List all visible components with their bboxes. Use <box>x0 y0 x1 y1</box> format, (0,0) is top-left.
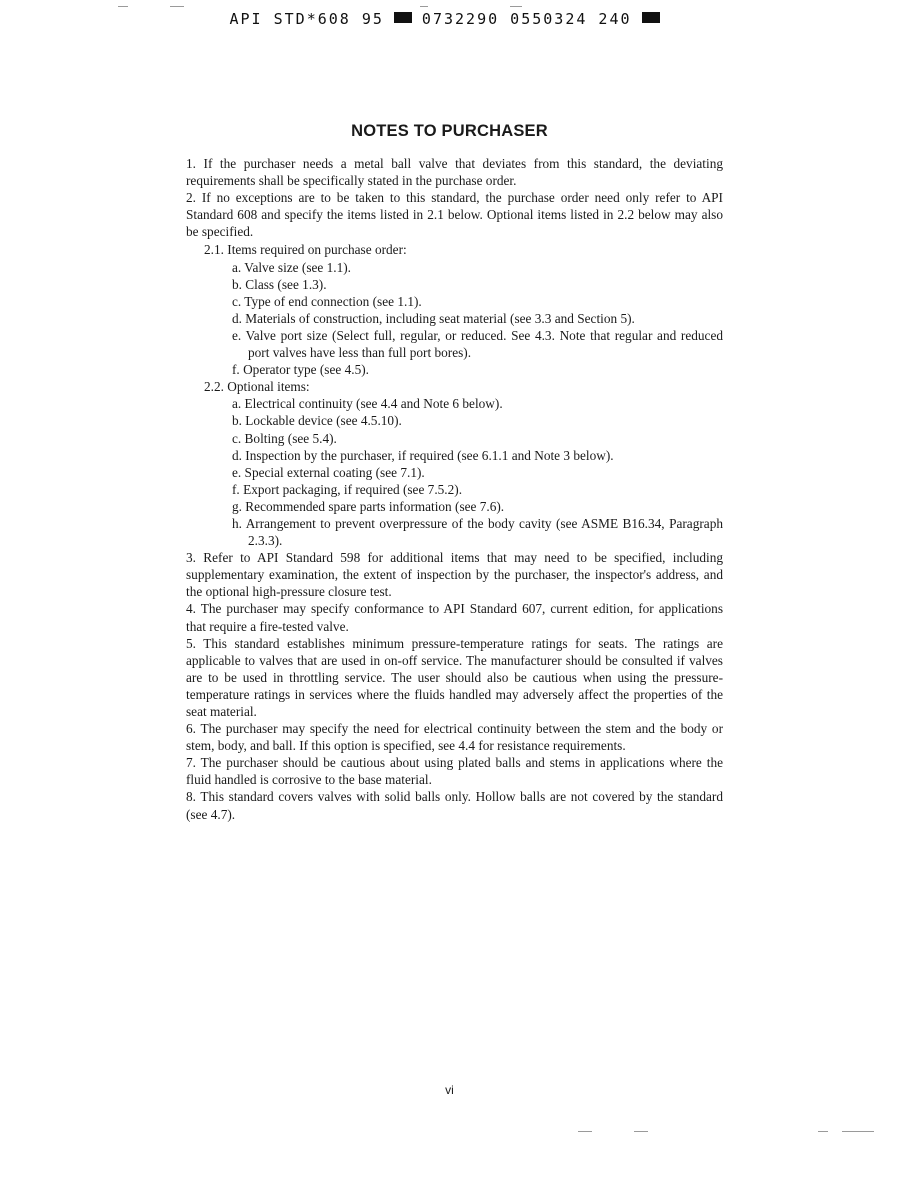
scan-mark <box>420 6 428 7</box>
note-6: 6. The purchaser may specify the need for electrical continuity between the stem and the body or stem, body, and ball. If this option is specified, see 4.4 for resistance requirements. <box>186 721 723 754</box>
section-2-1 <box>204 241 723 378</box>
note-5: 5. This standard establishes minimum pressure-temperature ratings for seats. The ratings are applicable to valves that are used in on-off service. The manufacturer should be consulted if valves are to be used in throttling service. The user should also be cautious when using the pressure-temperature ratings in services where the fluids handled may adversely affect the properties of the seat material. <box>186 635 723 719</box>
list-item: f. Export packaging, if required (see 7.5.2). <box>232 481 463 497</box>
list-item: d. Materials of construction, including seat material (see 3.3 and Section 5). <box>232 310 635 326</box>
notes-body <box>186 155 723 823</box>
list-item: b. Lockable device (see 4.5.10). <box>232 413 402 429</box>
list-item: b. Class (see 1.3). <box>232 276 327 292</box>
scan-mark <box>118 6 128 7</box>
scan-mark <box>170 6 184 7</box>
section-2-1-heading: 2.1. Items required on purchase order: <box>204 242 407 258</box>
list-item: d. Inspection by the purchaser, if required (see 6.1.1 and Note 3 below). <box>232 447 614 463</box>
list-item: e. Valve port size (Select full, regular, or reduced. See 4.3. Note that regular and reduced port valves have less than full port bores). <box>232 327 723 361</box>
document-header-stamp <box>0 10 899 28</box>
black-block-mark <box>642 12 660 23</box>
header-code-left: API STD*608 95 <box>229 10 384 28</box>
header-code-right: 240 <box>598 10 632 28</box>
scan-mark <box>634 1131 648 1132</box>
note-8: 8. This standard covers valves with solid balls only. Hollow balls are not covered by the standard (see 4.7). <box>186 789 723 822</box>
note-4: 4. The purchaser may specify conformance to API Standard 607, current edition, for applications that require a fire-tested valve. <box>186 601 723 634</box>
scan-mark <box>578 1131 592 1132</box>
page-number: vi <box>445 1083 454 1097</box>
note-3: 3. Refer to API Standard 598 for additional items that may need to be specified, including supplementary examination, the extent of inspection by the purchaser, the inspector's address, and the optional high-pressure closure test. <box>186 550 723 600</box>
note-1: 1. If the purchaser needs a metal ball valve that deviates from this standard, the deviating requirements shall be specifically stated in the purchase order. <box>186 156 723 189</box>
section-2-2-list <box>204 395 723 549</box>
list-item: a. Electrical continuity (see 4.4 and Note 6 below). <box>232 396 503 412</box>
list-item: g. Recommended spare parts information (see 7.6). <box>232 498 505 514</box>
section-2-2 <box>204 378 723 549</box>
list-item: f. Operator type (see 4.5). <box>232 362 369 378</box>
list-item: a. Valve size (see 1.1). <box>232 259 352 275</box>
header-code-mid: 0732290 0550324 <box>421 10 588 28</box>
scan-mark <box>510 6 522 7</box>
section-2-2-heading: 2.2. Optional items: <box>204 379 310 395</box>
list-item: h. Arrangement to prevent overpressure of the body cavity (see ASME B16.34, Paragraph 2.3.3). <box>232 515 723 549</box>
section-2-1-list <box>204 259 723 379</box>
list-item: e. Special external coating (see 7.1). <box>232 464 425 480</box>
black-block-mark <box>394 12 412 23</box>
note-2: 2. If no exceptions are to be taken to this standard, the purchase order need only refer to API Standard 608 and specify the items listed in 2.1 below. Optional items listed in 2.2 below may also be specified. <box>186 190 723 240</box>
list-item: c. Type of end connection (see 1.1). <box>232 293 422 309</box>
scan-mark <box>842 1131 874 1132</box>
list-item: c. Bolting (see 5.4). <box>232 430 337 446</box>
note-7: 7. The purchaser should be cautious about using plated balls and stems in applications where the fluid handled is corrosive to the base material. <box>186 755 723 788</box>
page-title: NOTES TO PURCHASER <box>351 122 548 140</box>
scan-mark <box>818 1131 828 1132</box>
